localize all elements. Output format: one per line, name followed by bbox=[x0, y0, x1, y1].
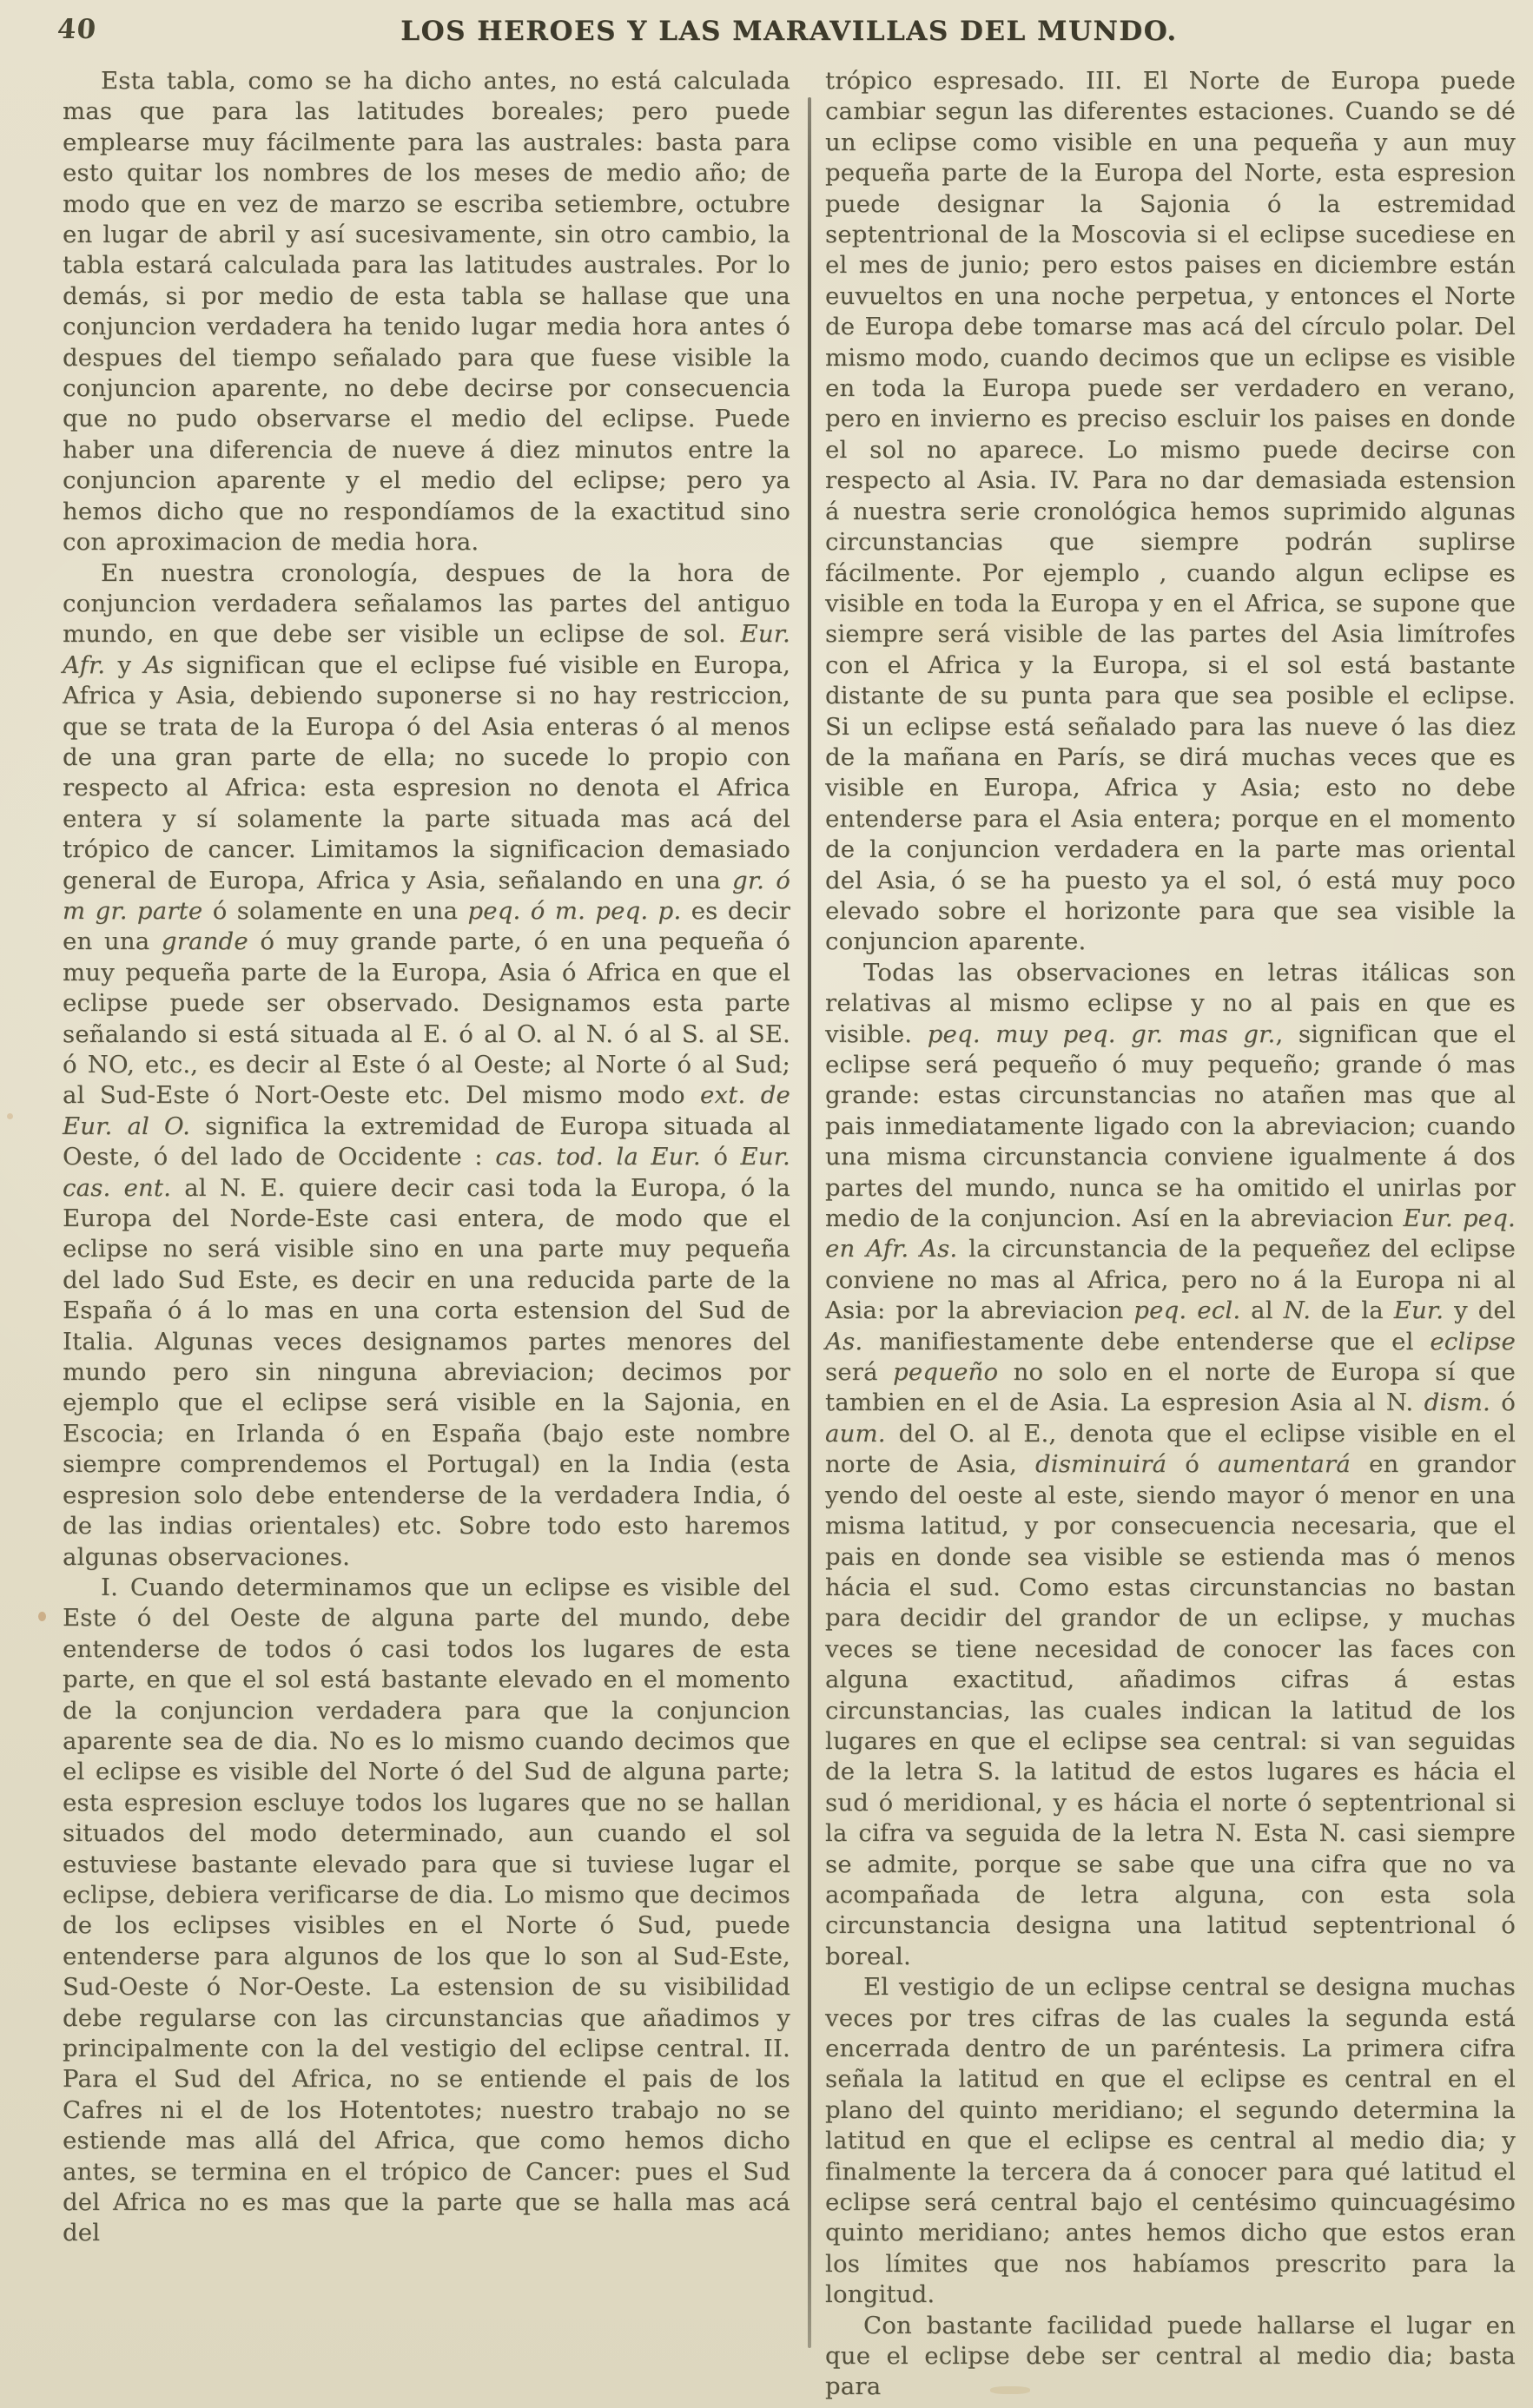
paragraph: trópico espresado. III. El Norte de Europa puede cambiar segun las diferentes estaciones. Cuando se dé un eclipse como visible en una pequeña y aun muy pequeña parte de la Europa del Norte, esta espresion puede designar la Sajonia ó la estremidad septentrional de la Moscovia si el eclipse sucediese en el mes de junio; pero estos paises en diciembre están euvueltos en una noche perpetua, y entonces el Norte de Europa debe tomarse mas acá del círculo polar. Del mismo modo, cuando decimos que un eclipse es visible en toda la Europa puede ser verdadero en verano, pero en invierno es preciso escluir los paises en donde el sol no aparece. Lo mismo puede decirse con respecto al Asia. IV. Para no dar demasiada estension á nuestra serie cronológica hemos suprimido algunas circunstancias que siempre podrán suplirse fácilmente. Por ejemplo , cuando algun eclipse es visible en toda la Europa y en el Africa, se supone que siempre será visible de las partes del Asia limítrofes con el Africa y la Europa, si el sol está bastante distante de su punta para que sea posible el eclipse. Si un eclipse está señalado para las nueve ó las diez de la mañana en París, se dirá muchas veces que es visible en Europa, Africa y Asia; esto no debe entenderse para el Asia entera; porque en el momento de la conjuncion verdadera en la parte mas oriental del Asia, ó se ha puesto ya el sol, ó está muy poco elevado sobre el horizonte para que sea visible la conjuncion aparente. bbox=[825, 67, 1516, 956]
text-columns bbox=[63, 66, 1516, 2403]
paragraph: Con bastante facilidad puede hallarse el lugar en que el eclipse debe ser central al medio dia; basta para bbox=[825, 2311, 1516, 2401]
page-number: 40 bbox=[56, 14, 98, 45]
paragraph: Esta tabla, como se ha dicho antes, no está calculada mas que para las latitudes boreales; pero puede emplearse muy fácilmente para las australes: basta para esto quitar los nombres de los meses de medio año; de modo que en vez de marzo se escriba setiembre, octubre en lugar de abril y así sucesivamente, sin otro cambio, la tabla estará calculada para las latitudes australes. Por lo demás, si por medio de esta tabla se hallase que una conjuncion verdadera ha tenido lugar media hora antes ó despues del tiempo señalado para que fuese visible la conjuncion aparente, no debe decirse por consecuencia que no pudo observarse el medio del eclipse. Puede haber una diferencia de nueve á diez minutos entre la conjuncion aparente y el medio del eclipse; pero ya hemos dicho que no respondíamos de la exactitud sino con aproximacion de media hora. bbox=[63, 67, 790, 557]
margin-ink-speck bbox=[7, 1113, 13, 1119]
paragraph: Todas las observaciones en letras itálicas son relativas al mismo eclipse y no al pais en que es visible. peq. muy peq. gr. mas gr., significan que el eclipse será pequeño ó muy pequeño; grande ó mas grande: estas circunstancias no atañen mas que al pais inmediatamente ligado con la abreviacion; cuando una misma circunstancia conviene igualmente á dos partes del mundo, nunca se ha omitido el unirlas por medio de la conjuncion. Así en la abreviacion Eur. peq. en Afr. As. la circunstancia de la pequeñez del eclipse conviene no mas al Africa, pero no á la Europa ni al Asia: por la abreviacion peq. ecl. al N. de la Eur. y del As. manifiestamente debe entenderse que el eclipse será pequeño no solo en el norte de Europa sí que tambien en el de Asia. La espresion Asia al N. dism. ó aum. del O. al E., denota que el eclipse visible en el norte de Asia, disminuirá ó aumentará en grandor yendo del oeste al este, siendo mayor ó menor en una misma latitud, y por consecuencia necesaria, que el pais en donde sea visible se estienda mas ó menos hácia el sud. Como estas circunstancias no bastan para decidir del grandor de un eclipse, y muchas veces se tiene necesidad de conocer las faces con alguna exactitud, añadimos cifras á estas circunstancias, las cuales indican la latitud de los lugares en que el eclipse sea central: si van seguidas de la letra S. la latitud de estos lugares es hácia el sud ó meridional, y es hácia el norte ó septentrional si la cifra va seguida de la letra N. Esta N. casi siempre se admite, porque se sabe que una cifra que no va acompañada de letra alguna, con esta sola circunstancia designa una latitud septentrional ó boreal. bbox=[825, 958, 1516, 1970]
paragraph: I. Cuando determinamos que un eclipse es visible del Este ó del Oeste de alguna parte del mundo, debe entenderse de todos ó casi todos los lugares de esta parte, en que el sol está bastante elevado en el momento de la conjuncion verdadera para que la conjuncion aparente sea de dia. No es lo mismo cuando decimos que el eclipse es visible del Norte ó del Sud de alguna parte; esta espresion escluye todos los lugares que no se hallan situados del modo determinado, aun cuando el sol estuviese bastante elevado para que si tuviese lugar el eclipse, debiera verificarse de dia. Lo mismo que decimos de los eclipses visibles en el Norte ó Sud, puede entenderse para algunos de los que lo son al Sud-Este, Sud-Oeste ó Nor-Oeste. La estension de su visibilidad debe regularse con las circunstancias que añadimos y principalmente con la del vestigio del eclipse central. II. Para el Sud del Africa, no se entiende el pais de los Cafres ni el de los Hotentotes; nuestro trabajo no se estiende mas allá del Africa, que como hemos dicho antes, se termina en el trópico de Cancer: pues el Sud del Africa no es mas que la parte que se halla mas acá del bbox=[63, 1573, 790, 2247]
margin-ink-speck bbox=[38, 1612, 46, 1621]
page-header bbox=[56, 14, 1516, 66]
paragraph: El vestigio de un eclipse central se designa muchas veces por tres cifras de las cuales la segunda está encerrada dentro de un paréntesis. La primera cifra señala la latitud en que el eclipse es central en el plano del quinto meridiano; el segundo determina la latitud en que el eclipse es central al medio dia; y finalmente la tercera da á conocer para qué latitud el eclipse será central bajo el centésimo quincuagésimo quinto meridiano; antes hemos dicho que estos eran los límites que nos habíamos prescrito para la longitud. bbox=[825, 1973, 1516, 2309]
left-column bbox=[63, 66, 790, 2249]
page-title: LOS HEROES Y LAS MARAVILLAS DEL MUNDO. bbox=[400, 16, 1178, 47]
paragraph: En nuestra cronología, despues de la hora de conjuncion verdadera señalamos las partes del antiguo mundo, en que debe ser visible un eclipse de sol. Eur. Afr. y As significan que el eclipse fué visible en Europa, Africa y Asia, debiendo suponerse si no hay restriccion, que se trata de la Europa ó del Asia enteras ó al menos de una gran parte de ella; no sucede lo propio con respecto al Africa: esta espresion no denota el Africa entera y sí solamente la parte situada mas acá del trópico de cancer. Limitamos la significacion demasiado general de Europa, Africa y Asia, señalando en una gr. ó m gr. parte ó solamente en una peq. ó m. peq. p. es decir en una grande ó muy grande parte, ó en una pequeña ó muy pequeña parte de la Europa, Asia ó Africa en que el eclipse puede ser observado. Designamos esta parte señalando si está situada al E. ó al O. al N. ó al S. al SE. ó NO, etc., es decir al Este ó al Oeste; al Norte ó al Sud; al Sud-Este ó Nort-Oeste etc. Del mismo modo ext. de Eur. al O. significa la extremidad de Europa situada al Oeste, ó del lado de Occidente : cas. tod. la Eur. ó Eur. cas. ent. al N. E. quiere decir casi toda la Europa, ó la Europa del Norde-Este casi entera, de modo que el eclipse no será visible sino en una parte muy pequeña del lado Sud Este, es decir en una reducida parte de la España ó á lo mas en una corta estension del Sud de Italia. Algunas veces designamos partes menores del mundo pero sin ninguna abreviacion; decimos por ejemplo que el eclipse será visible en la Sajonia, en Escocia; en Irlanda ó en España (bajo este nombre siempre comprendemos el Portugal) en la India (esta espresion solo debe entenderse de la verdadera India, ó de las indias orientales) etc. Sobre todo esto haremos algunas observaciones. bbox=[63, 558, 791, 1571]
column-divider-rule bbox=[808, 97, 811, 2348]
bottom-paper-smudge bbox=[990, 2386, 1030, 2394]
right-column bbox=[825, 66, 1516, 2403]
